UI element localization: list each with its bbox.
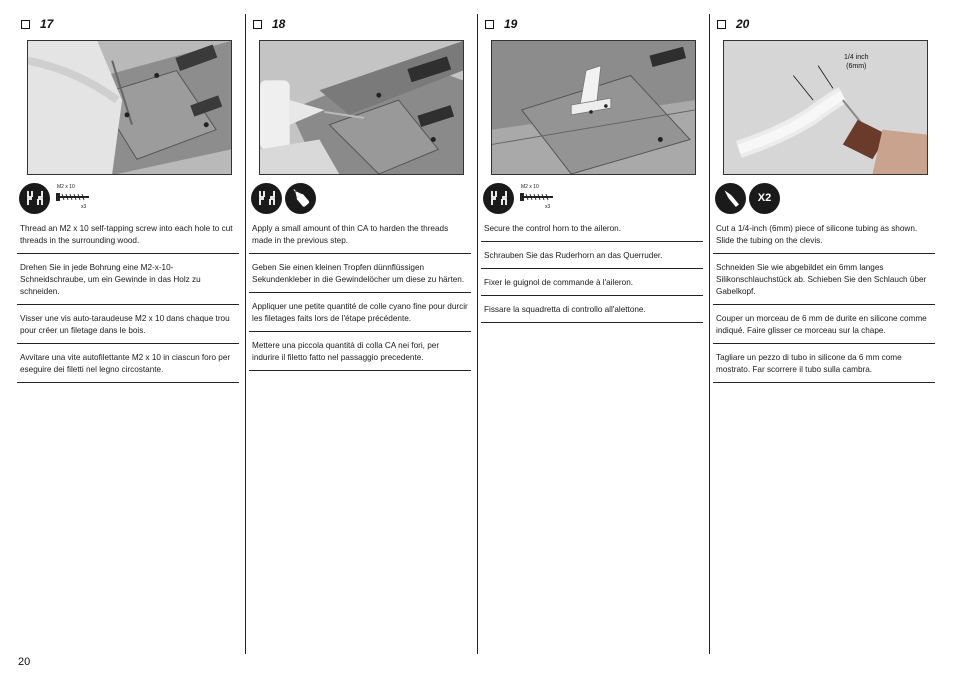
step-18-photo bbox=[259, 40, 464, 175]
instruction-german: Schrauben Sie das Ruderhorn an das Querruder. bbox=[481, 247, 703, 269]
instruction-italian: Tagliare un pezzo di tubo in silicone da 6 mm come mostrato. Far scorrere il tubo sulla cambra. bbox=[713, 349, 935, 383]
instruction-german: Schneiden Sie wie abgebildet ein 6mm langes Silikonschlauchstück ab. Schieben Sie den Schlauch über Gabelkopf. bbox=[713, 259, 935, 305]
instruction-french: Visser une vis auto-taraudeuse M2 x 10 dans chaque trou pour créer un filetage dans le bois. bbox=[17, 310, 239, 344]
step-checkbox[interactable] bbox=[717, 20, 726, 29]
column-divider bbox=[477, 14, 478, 654]
photo-callout-size: 1/4 inch bbox=[844, 54, 869, 61]
screw-spec-label: M2 x 10 bbox=[521, 184, 539, 190]
screwdriver-tool-icon bbox=[251, 183, 282, 214]
hobby-knife-icon bbox=[715, 183, 746, 214]
step-number: 19 bbox=[504, 17, 518, 31]
step-icons bbox=[19, 182, 103, 214]
screw-qty-label: x3 bbox=[545, 204, 551, 210]
photo-callout-metric: (6mm) bbox=[846, 63, 867, 70]
step-17-photo bbox=[27, 40, 232, 175]
screw-spec-block bbox=[53, 183, 103, 213]
step-number: 18 bbox=[272, 17, 286, 31]
instruction-english: Secure the control horn to the aileron. bbox=[481, 220, 703, 242]
screw-qty-label: x3 bbox=[81, 204, 87, 210]
instruction-french: Couper un morceau de 6 mm de durite en silicone comme indiqué. Faire glisser ce morceau sur la chape. bbox=[713, 310, 935, 344]
step-number: 17 bbox=[40, 17, 54, 31]
quantity-badge-label: X2 bbox=[757, 192, 772, 204]
page-number: 20 bbox=[18, 656, 31, 668]
step-checkbox[interactable] bbox=[485, 20, 494, 29]
step-19-photo bbox=[491, 40, 696, 175]
instruction-english: Cut a 1/4-inch (6mm) piece of silicone tubing as shown. Slide the tubing on the clevis. bbox=[713, 220, 935, 254]
instruction-text-block bbox=[17, 220, 239, 388]
step-19-column bbox=[481, 0, 703, 675]
instruction-german: Drehen Sie in jede Bohrung eine M2-x-10-Schneidschraube, um ein Gewinde in das Holz zu schneiden. bbox=[17, 259, 239, 305]
step-18-column bbox=[249, 0, 471, 675]
step-checkbox[interactable] bbox=[253, 20, 262, 29]
step-header bbox=[253, 17, 285, 31]
instruction-english: Apply a small amount of thin CA to harden the threads made in the previous step. bbox=[249, 220, 471, 254]
step-icons bbox=[715, 182, 780, 214]
step-header bbox=[21, 17, 53, 31]
step-17-column bbox=[17, 0, 239, 675]
instruction-italian: Fissare la squadretta di controllo all'alettone. bbox=[481, 301, 703, 323]
step-20-column bbox=[713, 0, 935, 675]
step-header bbox=[485, 17, 517, 31]
step-header bbox=[717, 17, 749, 31]
column-divider bbox=[709, 14, 710, 654]
screwdriver-tool-icon bbox=[483, 183, 514, 214]
instruction-french: Appliquer une petite quantité de colle cyano fine pour durcir les filetages faits lors de l'étape précédente. bbox=[249, 298, 471, 332]
screw-spec-block bbox=[517, 183, 567, 213]
instruction-text-block bbox=[713, 220, 935, 388]
instruction-german: Geben Sie einen kleinen Tropfen dünnflüssigen Sekundenkleber in die Gewindelöcher um diese zu härten. bbox=[249, 259, 471, 293]
step-icons bbox=[483, 182, 567, 214]
ca-glue-bottle-icon bbox=[285, 183, 316, 214]
self-tapping-screw-icon bbox=[56, 192, 90, 202]
quantity-badge bbox=[749, 183, 780, 214]
instruction-english: Thread an M2 x 10 self-tapping screw into each hole to cut threads in the surrounding wood. bbox=[17, 220, 239, 254]
instruction-french: Fixer le guignol de commande à l'aileron. bbox=[481, 274, 703, 296]
instruction-text-block bbox=[481, 220, 703, 328]
step-checkbox[interactable] bbox=[21, 20, 30, 29]
instruction-italian: Avvitare una vite autofilettante M2 x 10 in ciascun foro per eseguire dei filetti nel legno circostante. bbox=[17, 349, 239, 383]
step-20-photo bbox=[723, 40, 928, 175]
instruction-italian: Mettere una piccola quantità di colla CA nei fori, per indurire il filetto fatto nel passaggio precedente. bbox=[249, 337, 471, 371]
step-icons bbox=[251, 182, 316, 214]
self-tapping-screw-icon bbox=[520, 192, 554, 202]
step-number: 20 bbox=[736, 17, 750, 31]
instruction-text-block bbox=[249, 220, 471, 376]
column-divider bbox=[245, 14, 246, 654]
screwdriver-tool-icon bbox=[19, 183, 50, 214]
screw-spec-label: M2 x 10 bbox=[57, 184, 75, 190]
